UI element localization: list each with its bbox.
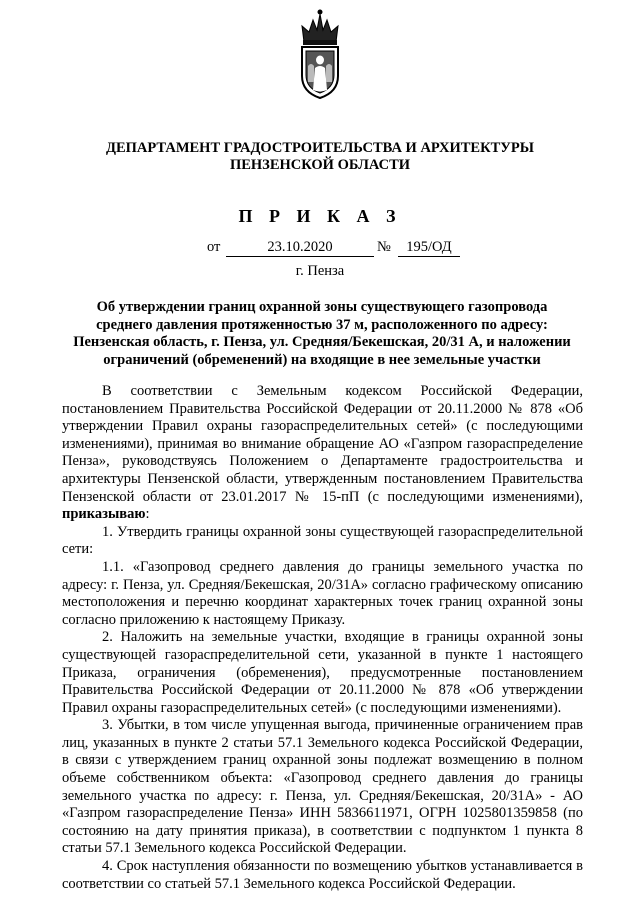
paragraph-item-2: 2. Наложить на земельные участки, входящие в границы охранной зоны существующей газораспределительной сети, указанной в пункте 1 настоящего Приказа, ограничения (обременения), предусмотренные постановлением Правительства Российской Федерации от 20.11.2000 № 878 «Об утверждении Правил охраны газораспределительных сетей» (с последующими изменениями).	[62, 629, 583, 716]
paragraph-item-3: 3. Убытки, в том числе упущенная выгода, причиненные ограничением прав лиц, указанных в пункте 2 статьи 57.1 Земельного кодекса Российской Федерации, в связи с утверждением границ охранной зоны подлежат возмещению в полном объеме собственником объекта: «Газопровод среднего давления до границы земельного участка по адресу: г. Пенза, ул. Средняя/Бекешская, 20/31А» - АО «Газпром газораспределение Пенза» ИНН 5836611971, ОГРН 1025801359858 (по состоянию на дату принятия приказа), в соответствии с подпунктом 1 пункта 8 статьи 57.1 Земельного кодекса Российской Федерации.	[62, 717, 583, 857]
date-prefix: от	[207, 239, 221, 255]
paragraph-item-1-1: 1.1. «Газопровод среднего давления до границы земельного участка по адресу: г. Пенза, ул. Средняя/Бекешская, 20/31А» согласно графическому описанию местоположения и перечню координат характерных точек границ охранной зоны согласно приложению к настоящему Приказу.	[62, 558, 583, 628]
paragraph-preamble	[62, 383, 583, 524]
preamble-text: В соответствии с Земельным кодексом Российской Федерации, постановлением Правительства Российской Федерации от 20.11.2000 № 878 «Об утверждении Правил охраны газораспределительных сетей» (с последующими изменениями), принимая во внимание обращение АО «Газпром газораспределение Пенза», руководствуясь Положением о Департаменте градостроительства и архитектуры Пензенской области, утвержденным постановлением Правительства Пензенской области от 23.01.2017 № 15-пП (с последующими изменениями),	[62, 383, 583, 505]
department-line-1: ДЕПАРТАМЕНТ ГРАДОСТРОИТЕЛЬСТВА И АРХИТЕКТУРЫ	[105, 140, 535, 156]
document-body	[62, 383, 583, 893]
subject-line-2: среднего давления протяженностью 37 м, расположенного по адресу:	[96, 316, 548, 333]
subject-line-1: Об утверждении границ охранной зоны существующего газопровода	[96, 299, 548, 315]
paragraph-item-1: 1. Утвердить границы охранной зоны существующей газораспределительной сети:	[62, 523, 583, 558]
subject-line-4: ограничений (обременений) на входящие в нее земельные участки	[103, 351, 541, 368]
document-type-title: П Р И К А З	[238, 206, 402, 226]
document-date: 23.10.2020	[226, 239, 374, 257]
date-number-line	[0, 239, 640, 259]
document-subject	[62, 299, 582, 369]
department-title	[60, 140, 580, 174]
preamble-end: :	[145, 506, 150, 523]
department-line-2: ПЕНЗЕНСКОЙ ОБЛАСТИ	[229, 157, 411, 173]
city: г. Пенза	[295, 263, 345, 279]
paragraph-item-4: 4. Срок наступления обязанности по возмещению убытков устанавливается в соответствии со статьей 57.1 Земельного кодекса Российской Федерации.	[62, 858, 583, 892]
subject-line-3: Пензенская область, г. Пенза, ул. Средняя/Бекешская, 20/31 А, и наложении	[73, 334, 571, 351]
order-word: приказываю	[62, 506, 146, 523]
number-prefix: №	[377, 239, 391, 255]
document-number: 195/ОД	[398, 239, 460, 257]
coat-of-arms-icon	[296, 6, 344, 100]
